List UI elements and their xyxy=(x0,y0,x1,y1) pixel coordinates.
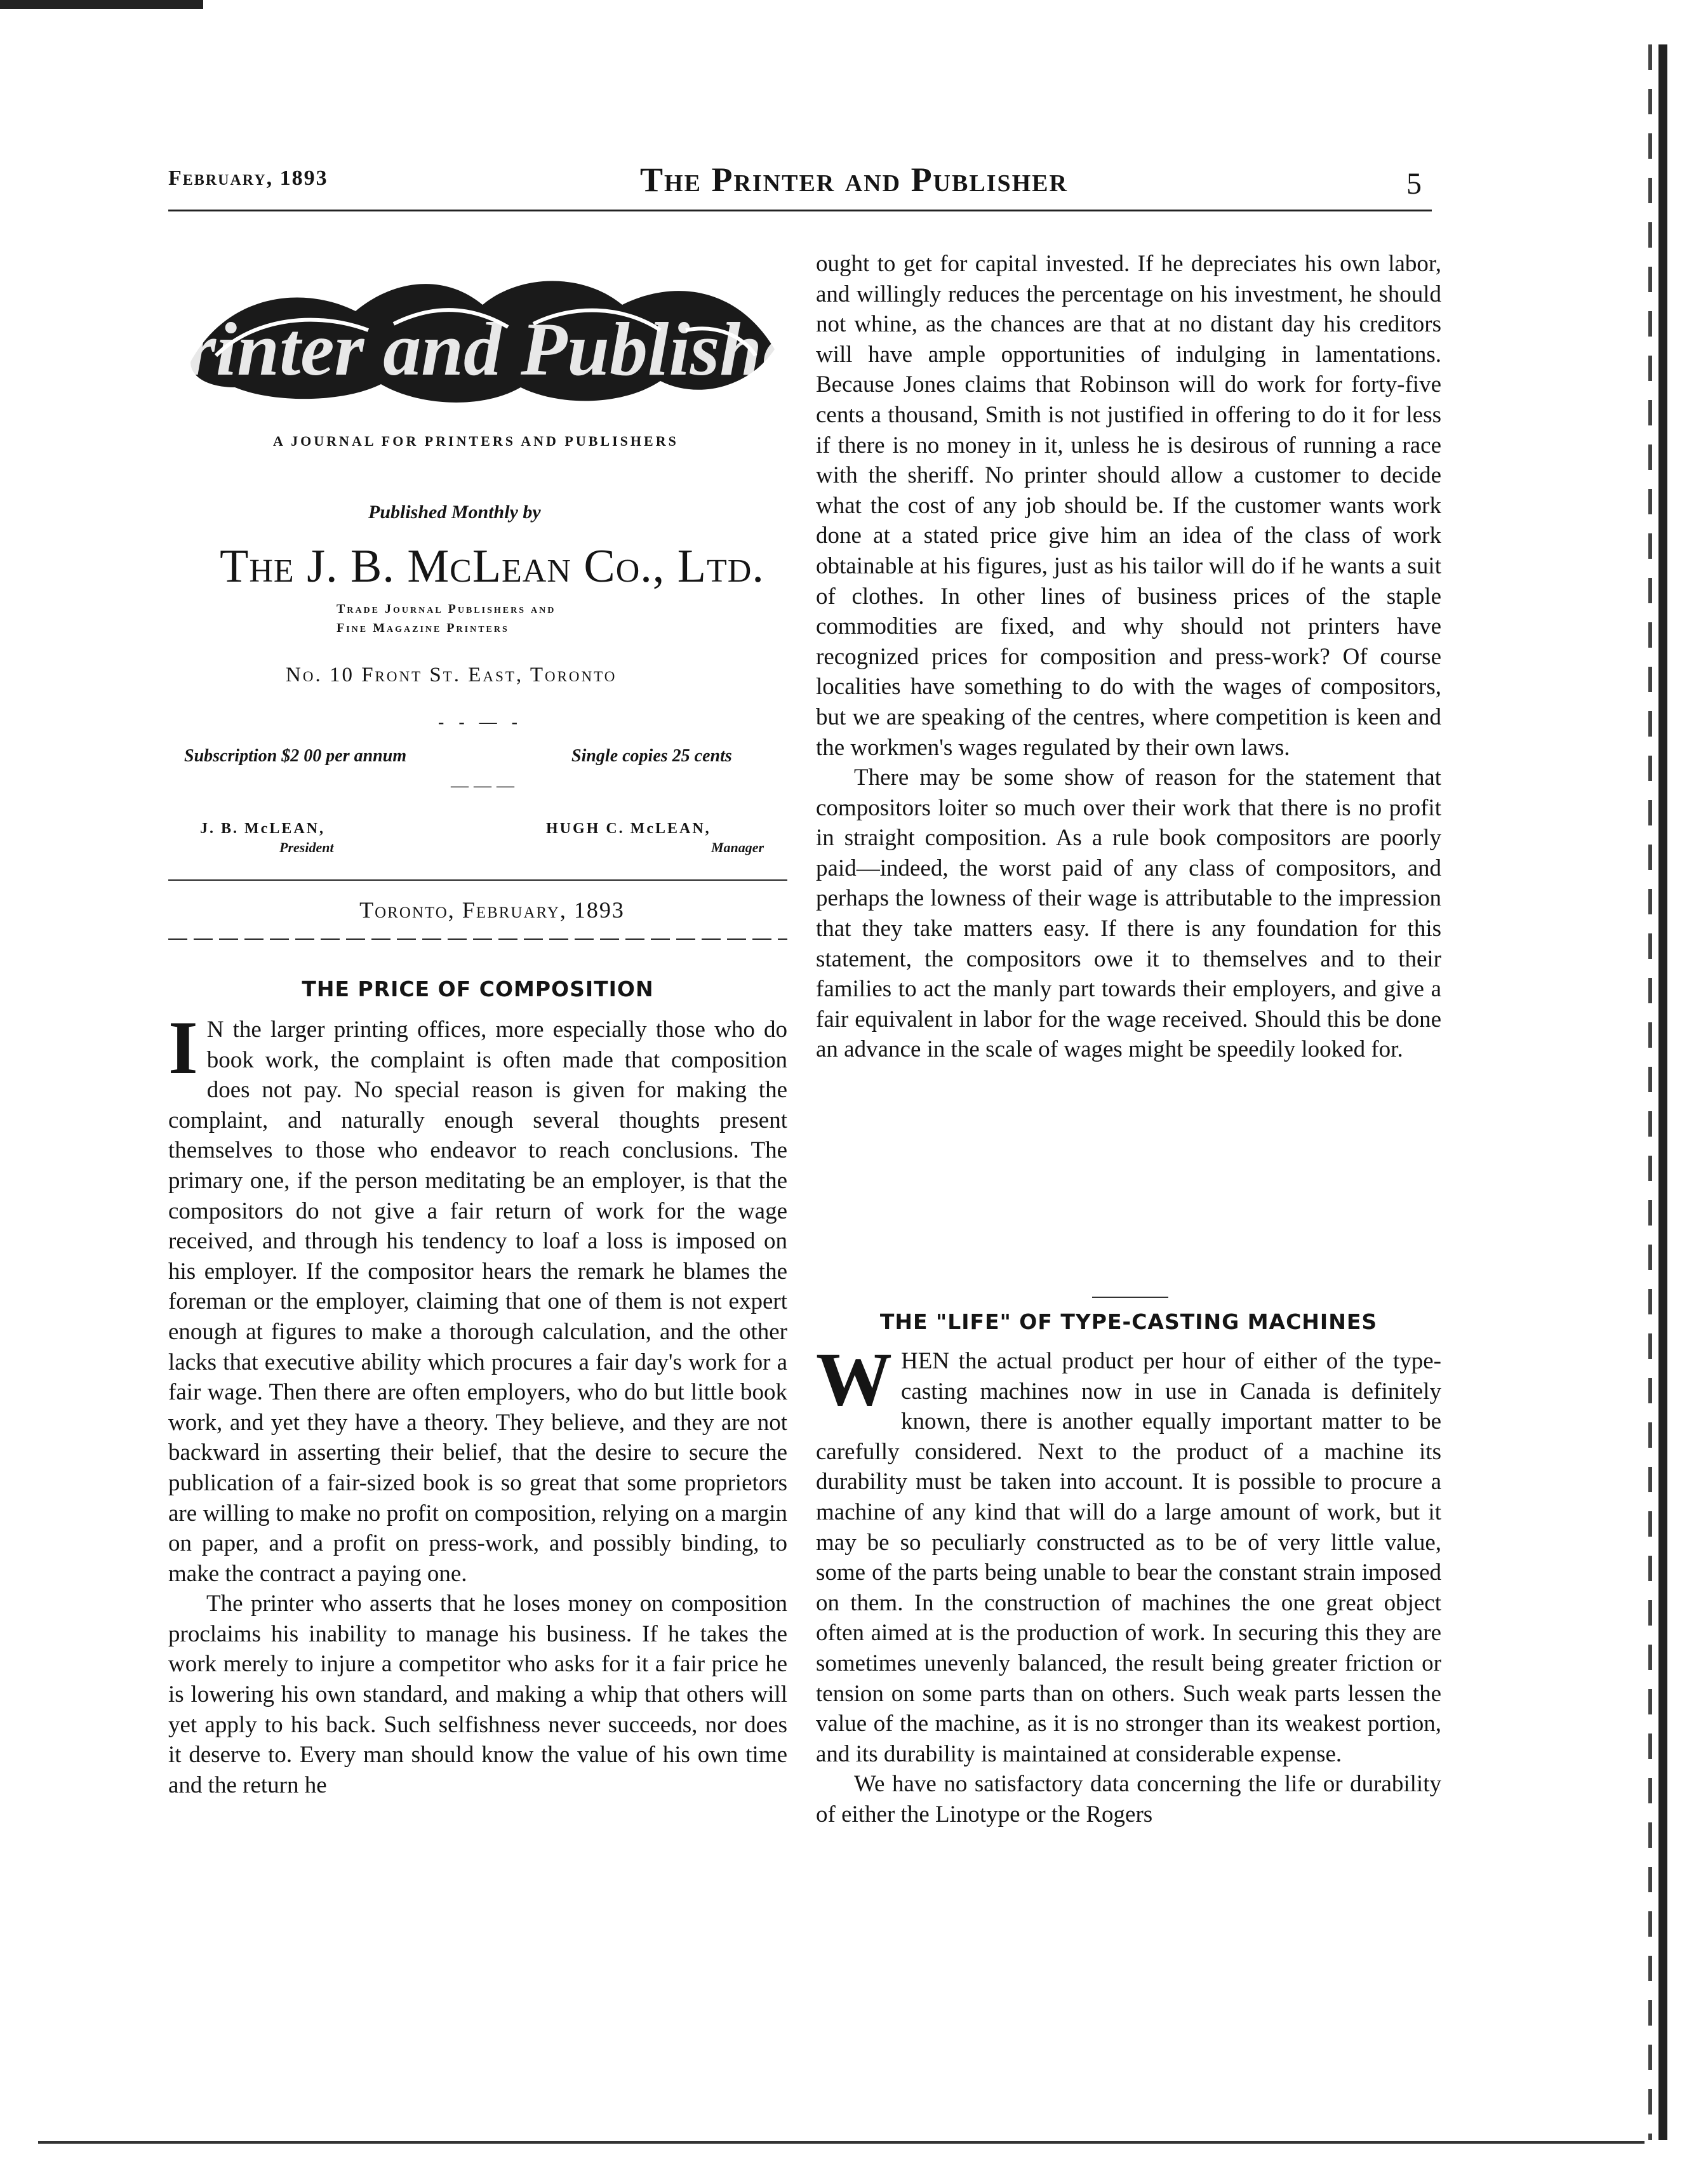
paragraph: We have no satisfactory data concerning the life or durability of either the Linotype or the Rogers xyxy=(816,1771,1441,1827)
paragraph: There may be some show of reason for the statement that compositors loiter so much over their work that there is no profit in straight composition. As a rule book compositors are poorly paid—indeed, the worst paid of any class of compositors, and perhaps the lowness of their wage is attributable to the impression that they take matters easy. If there is any foundation for this statement, the compositors owe it to themselves and to their families to act the manly part towards their employers, and give a fair equivalent in labor for the wage received. Should this be done an advance in the scale of wages might be speedily looked for. xyxy=(816,765,1441,1063)
drop-cap-i: I xyxy=(168,1005,198,1090)
article-title-type-casting-machines: THE "LIFE" OF TYPE-CASTING MACHINES xyxy=(879,1309,1378,1334)
person-role-president: President xyxy=(279,839,334,855)
article-body-price-of-composition xyxy=(168,1005,787,1800)
single-copy-price: Single copies 25 cents xyxy=(571,746,732,766)
person-name-hugh-mclean: HUGH C. McLEAN, xyxy=(546,820,711,837)
logo-text: Printer and Publisher xyxy=(139,307,826,391)
masthead-logo xyxy=(139,267,826,413)
trade-line-2: Fine Magazine Printers xyxy=(337,621,509,635)
paragraph: The printer who asserts that he loses money on composition proclaims his inability to manage his business. If he takes the work merely to injure a competitor who asks for it a fair price he is lowering his own standard, and making a whip that others will yet apply to his back. Such selfishness never succeeds, nor does it deserve to. Every man should know the value of his own time and the return he xyxy=(168,1591,787,1798)
running-header-date: February, 1893 xyxy=(168,166,328,190)
header-rule xyxy=(168,210,1432,211)
person-name-mclean: J. B. McLEAN, xyxy=(200,820,325,837)
paragraph: N the larger printing offices, more especially those who do book work, the complaint is often made that composition does not pay. No special reason is given for making the complaint, and naturally enough several thoughts present themselves to those who endeavor to reach conclusions. The primary one, if the person meditating be an employer, is that the compositors do not give a fair return of work for the wage received, and through his tendency to loaf a loss is imposed on his employer. If the compositor hears the remark he blames the foreman or the employer, claiming that one of them is not expert enough at figures to make a thorough calculation, and the other lacks that executive ability which procures a fair day's work for a fair wage. Then there are often employers, who do but little book work, and yet they have a theory. They believe, and they are not backward in asserting their belief, that the desire to secure the publication of a fair-sized book is so great that some proprietors are willing to make no profit on composition, relying on a margin on paper, and a profit on press-work, and possibly binding, to make the contract a paying one. xyxy=(168,1017,787,1587)
scan-edge-top xyxy=(0,0,203,9)
running-header-title: The Printer and Publisher xyxy=(640,161,1068,199)
scan-edge-right xyxy=(1658,44,1667,2140)
paragraph: HEN the actual product per hour of either of the type-casting machines now in use in Canada is definitely known, there is another equally important matter to be carefully considered. Next to the product of a machine its durability must be taken into account. It is possible to procure a machine of any kind that will do a large amount of work, but it may be so peculiarly constructed as to be of very little value, some of the parts being unable to bear the constant strain imposed on them. In the construction of machines the one great object often aimed at is the production of work. In securing this they are sometimes unevenly balanced, the result being greater friction or tension on some parts than on others. Such weak parts lessen the value of the machine, as it is no stronger than its weakest portion, and its durability is maintained at considerable expense. xyxy=(816,1348,1441,1767)
scan-edge-bottom xyxy=(38,2141,1645,2144)
paragraph: ought to get for capital invested. If he depreciates his own labor, and willingly reduces the percentage on his investment, he should not whine, as the chances are that at no distant day his creditors will have ample opportunities of indulging in lamentations. Because Jones claims that Robinson will do work for forty-five cents a thousand, Smith is not justified in offering to do it for less if there is no money in it, unless he is desirous of running a race with the sheriff. No printer should allow a customer to decide what the cost of any job should be. If the customer wants work done at a stated price give him an idea of the class of work obtainable at his figures, just as his tailor will do if he wants a suit of clothes. In other lines of business prices of the staple commodities are fixed, and why should not printers have recognized prices for composition and press-work? Of course localities have something to do with the wages of compositors, but we are speaking of the centres, where competition is keen and the workmen's wages regulated by their own laws. xyxy=(816,251,1441,761)
tagline: A JOURNAL FOR PRINTERS AND PUBLISHERS xyxy=(273,433,679,449)
article-body-type-casting-machines xyxy=(816,1337,1441,1830)
address: No. 10 Front St. East, Toronto xyxy=(286,664,617,686)
published-by: Published Monthly by xyxy=(368,502,541,523)
dateline: Toronto, February, 1893 xyxy=(359,897,625,923)
trade-line-1: Trade Journal Publishers and xyxy=(337,602,556,616)
scan-edge-right-inner xyxy=(1648,44,1652,2140)
subscription-price: Subscription $2 00 per annum xyxy=(184,746,407,766)
ornament-dash: - - — - xyxy=(438,712,523,732)
section-divider xyxy=(1092,1297,1168,1298)
article-title-price-of-composition: THE PRICE OF COMPOSITION xyxy=(302,977,654,1001)
drop-cap-w: W xyxy=(816,1337,892,1421)
ornament-dash-2: ——— xyxy=(451,776,519,796)
person-role-manager: Manager xyxy=(711,839,764,855)
article-body-continued xyxy=(816,249,1441,1065)
masthead-rule xyxy=(168,879,787,881)
page-number: 5 xyxy=(1406,167,1422,201)
company-name: The J. B. McLean Co., Ltd. xyxy=(220,540,764,592)
dateline-rule xyxy=(168,939,787,940)
